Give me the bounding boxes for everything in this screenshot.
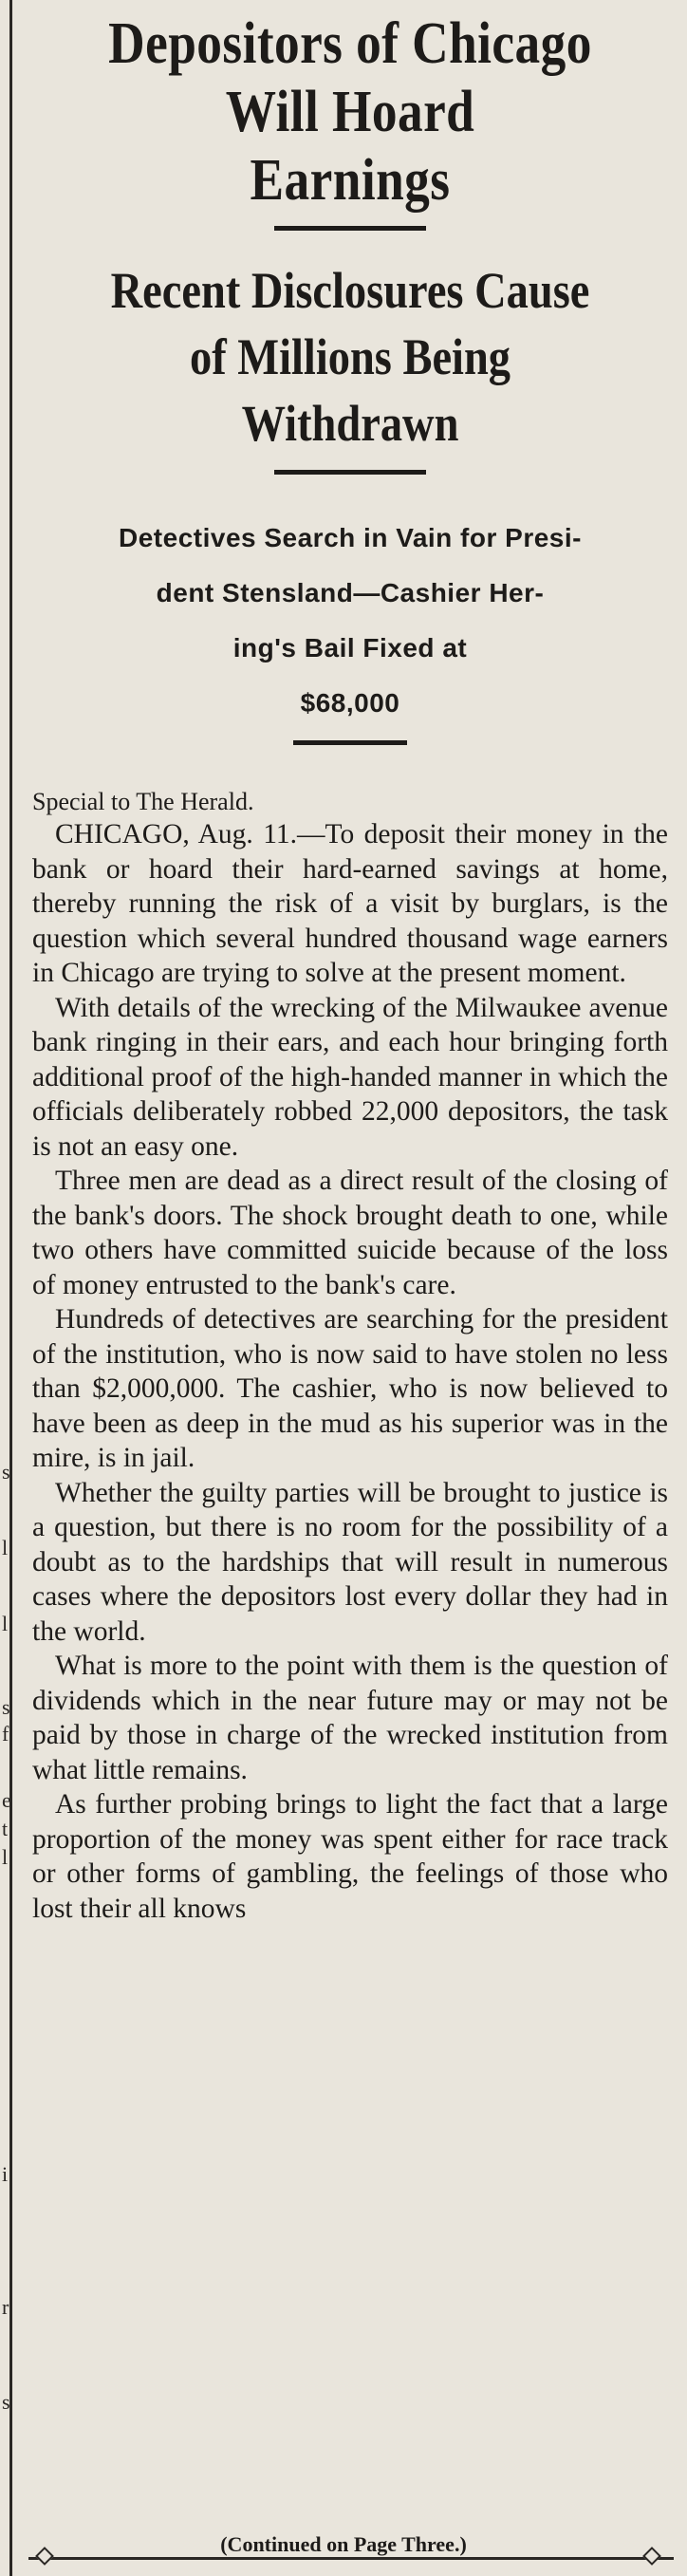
margin-letter: r bbox=[2, 2295, 9, 2319]
margin-letter: s bbox=[2, 1460, 10, 1484]
margin-letter: l bbox=[2, 1845, 9, 1869]
headline bbox=[77, 0, 623, 215]
margin-letter: i bbox=[2, 2162, 9, 2186]
continued-notice: (Continued on Page Three.) bbox=[220, 2532, 467, 2556]
margin-letter: t bbox=[2, 1817, 9, 1840]
headline-line: Depositors of Chicago bbox=[108, 11, 592, 76]
byline: Special to The Herald. bbox=[32, 788, 254, 815]
paragraph: What is more to the point with them is the question of dividends which in the near future may or may not be paid by those in charge of the wrecked institution from what little remains. bbox=[32, 1651, 668, 1785]
deck-line: Detectives Search in Vain for Presi- bbox=[119, 523, 582, 552]
adjacent-column-fragment bbox=[0, 1462, 17, 2506]
deck-line: dent Stensland—Cashier Her- bbox=[156, 578, 545, 607]
subheadline-line: of Millions Being bbox=[189, 328, 511, 385]
margin-letter: l bbox=[2, 1536, 9, 1559]
article-body bbox=[32, 817, 668, 1926]
headline-line: Earnings bbox=[250, 148, 451, 213]
margin-letter: e bbox=[2, 1788, 11, 1812]
divider-rule bbox=[274, 470, 426, 475]
subheadline-line: Withdrawn bbox=[241, 395, 459, 452]
paragraph: Three men are dead as a direct result of the closing of the bank's doors. The shock brought death to one, while two others have committed suicide because of the loss of money entrusted to the bank's care. bbox=[32, 1166, 668, 1300]
subheadline bbox=[77, 257, 623, 457]
paragraph: CHICAGO, Aug. 11.—To deposit their money in the bank or hoard their hard-earned savings at home, thereby running the risk of a visit by burglars, is the question which several hundred thousand wage earners in Chicago are trying to solve at the present moment. bbox=[32, 819, 668, 988]
deck bbox=[32, 511, 668, 731]
margin-letter: l bbox=[2, 1612, 9, 1635]
margin-letter: f bbox=[2, 1722, 9, 1745]
divider-rule bbox=[293, 740, 407, 745]
margin-letter: s bbox=[2, 2390, 10, 2414]
paragraph: Whether the guilty parties will be brought to justice is a question, but there is no room for the possibility of a doubt as to the hardships that will result in numerous cases where the depositors lost every dollar they had in the world. bbox=[32, 1477, 668, 1647]
paragraph: With details of the wrecking of the Milwaukee avenue bank ringing in their ears, and each hour bringing forth additional proof of the high-handed manner in which the officials deliberately robbed 22,000 depositors, the task is not an easy one. bbox=[32, 992, 668, 1162]
divider-rule bbox=[274, 226, 426, 231]
subheadline-line: Recent Disclosures Cause bbox=[110, 262, 590, 319]
margin-letter: s bbox=[2, 1695, 10, 1719]
deck-line: ing's Bail Fixed at bbox=[232, 633, 468, 663]
deck-line: $68,000 bbox=[300, 688, 400, 718]
headline-line: Will Hoard bbox=[225, 80, 475, 144]
paragraph: As further probing brings to light the fact that a large proportion of the money was spent either for race track or other forms of gambling, the feelings of those who lost their all knows bbox=[32, 1789, 668, 1924]
article bbox=[32, 0, 668, 1926]
footer-rule bbox=[28, 2557, 674, 2560]
paragraph: Hundreds of detectives are searching for the president of the institution, who is now said to have stolen no less than $2,000,000. The cashier, who is now believed to have been as deep in the mud as his superior was in the mire, is in jail. bbox=[32, 1304, 668, 1473]
